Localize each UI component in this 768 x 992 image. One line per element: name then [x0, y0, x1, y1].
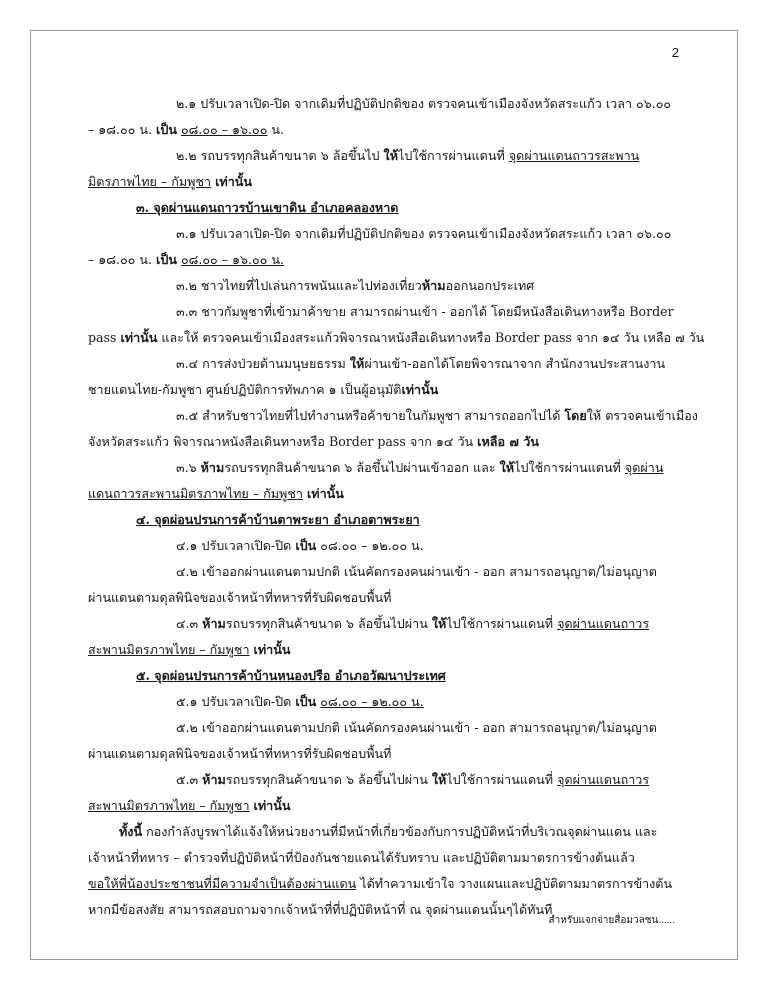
section-5-heading: ๕. จุดผ่อนปรนการค้าบ้านหนองปรือ อำเภอวัฒนาประเทศ	[136, 668, 446, 683]
underlined-text: ๐๘.๐๐ – ๑๒.๐๐ น.	[320, 694, 424, 709]
text: ๓.๖	[176, 460, 201, 475]
underlined-text: ๐๘.๐๐ – ๑๖.๐๐ น.	[180, 252, 285, 267]
footer-note: สำหรับแจกจ่ายสื่อมวลชน......	[548, 915, 675, 926]
text: ชายแดนไทย-กัมพูชา ศูนย์ปฏิบัติการทัพภาค ๑ เป็นผู้อนุมัติ	[88, 382, 402, 397]
bold-text: ห้าม	[421, 278, 446, 293]
item-3-6-line-1	[176, 459, 664, 477]
bold-text: ห้าม	[200, 460, 225, 475]
text: รถบรรทุกสินค้าขนาด ๖ ล้อขึ้นไปผ่านเข้าออก และ	[224, 460, 500, 475]
item-5-3-line-2	[88, 797, 290, 815]
closing-line-2	[88, 849, 635, 867]
item-4-3-line-1	[176, 615, 649, 633]
document-page	[30, 30, 738, 960]
text: ๒.๑ ปรับเวลาเปิด-ปิด จากเดิมที่ปฏิบัติปกติของ ตรวจคนเข้าเมืองจังหวัดสระแก้ว เวลา ๐๖.๐๐	[176, 96, 672, 111]
bold-text: ให้	[383, 148, 398, 163]
text: ผ่านเข้า-ออกได้โดยพิจารณาจาก สำนักงานประสานงาน	[364, 356, 666, 371]
text: และให้ ตรวจคนเข้าเมืองสระแก้วพิจารณาหนังสือเดินทางหรือ Border pass จาก ๑๔ วัน เหลือ ๗ วัน	[157, 330, 705, 345]
item-3-1-line-2	[88, 251, 284, 269]
underlined-text: สะพานมิตรภาพไทย – กัมพูชา	[88, 798, 250, 813]
text: ผ่านแดนตามดุลพินิจของเจ้าหน้าที่ทหารที่รับผิดชอบพื้นที่	[88, 590, 392, 605]
text: ออกนอกประเทศ	[445, 278, 535, 293]
item-3-5-line-1	[176, 407, 698, 425]
text: กองกำลังบูรพาได้แจ้งให้หน่วยงานที่มีหน้าที่เกี่ยวข้องกับการปฏิบัติหน้าที่บริเวณจุดผ่านแดน และ	[142, 824, 658, 839]
text: จังหวัดสระแก้ว พิจารณาหนังสือเดินทางหรือ Border pass จาก ๑๔ วัน	[88, 434, 478, 449]
bold-text: เท่านั้น	[215, 174, 253, 189]
underlined-text: จุดผ่านแดนถาวรสะพาน	[508, 148, 640, 163]
item-4-1	[176, 537, 424, 555]
text: น.	[267, 122, 285, 137]
bold-text: เป็น	[156, 122, 177, 137]
text: pass	[88, 330, 121, 345]
underlined-text: ขอให้พี่น้องประชาชนที่มีความจำเป็นต้องผ่านแดน	[88, 876, 357, 891]
text: ให้ ตรวจคนเข้าเมือง	[586, 408, 698, 423]
underlined-text: จุดผ่านแดนถาวร	[557, 772, 650, 787]
item-3-3-line-1	[176, 303, 674, 321]
text: หากมีข้อสงสัย สามารถสอบถามจากเจ้าหน้าที่ที่ปฏิบัติหน้าที่ ณ จุดผ่านแดนนั้นๆได้ทันที	[88, 902, 553, 917]
underlined-text: ๐๘.๐๐ – ๑๖.๐๐	[180, 122, 268, 137]
text: ได้ทำความเข้าใจ วางแผนและปฏิบัติตามมาตรการข้างต้น	[356, 876, 673, 891]
item-4-2-line-1	[176, 563, 657, 581]
text: ๒.๒ รถบรรทุกสินค้าขนาด ๖ ล้อขึ้นไป	[176, 148, 384, 163]
bold-text: เป็น	[295, 694, 317, 709]
text: ไปใช้การผ่านแดนที่	[446, 616, 558, 631]
text: ๕.๒ เข้าออกผ่านแดนตามปกติ เน้นคัดกรองคนผ่านเข้า - ออก สามารถอนุญาต/ไม่อนุญาต	[176, 720, 657, 735]
bold-text: เหลือ ๗ วัน	[477, 434, 539, 449]
bold-text: เป็น	[295, 538, 317, 553]
bold-text: เท่านั้น	[401, 382, 439, 397]
bold-text: ห้าม	[202, 772, 226, 787]
item-5-3-line-1	[176, 771, 649, 789]
text: ๐๘.๐๐ – ๑๒.๐๐ น.	[316, 538, 424, 553]
text: ๕.๓	[176, 772, 203, 787]
bold-text: ห้าม	[202, 616, 226, 631]
item-2-1-line-2	[88, 121, 284, 139]
bold-text: ให้	[431, 616, 447, 631]
text: เจ้าหน้าที่ทหาร – ตำรวจที่ปฏิบัติหน้าที่ป้องกันชายแดนได้รับทราบ และปฏิบัติตามมาตรการข้างต้นแล้ว	[88, 850, 635, 865]
closing-line-3	[88, 875, 672, 893]
text: ๓.๔ การส่งป่วยด้านมนุษยธรรม	[176, 356, 350, 371]
item-4-2-line-2	[88, 589, 391, 607]
item-3-4-line-1	[176, 355, 665, 373]
item-3-5-line-2	[88, 433, 539, 451]
text: ๔.๒ เข้าออกผ่านแดนตามปกติ เน้นคัดกรองคนผ่านเข้า - ออก สามารถอนุญาต/ไม่อนุญาต	[176, 564, 657, 579]
text: ๓.๒ ชาวไทยที่ไปเล่นการพนันและไปท่องเที่ยว	[176, 278, 422, 293]
page-number: 2	[671, 45, 679, 60]
item-3-3-line-2	[88, 329, 704, 347]
item-3-2	[176, 277, 534, 295]
bold-text: ให้	[431, 772, 447, 787]
bold-text: ให้	[349, 356, 365, 371]
bold-text: เท่านั้น	[253, 642, 291, 657]
bold-text: เป็น	[156, 252, 177, 267]
text: ๔.๑ ปรับเวลาเปิด-ปิด	[176, 538, 296, 553]
item-3-1-line-1	[176, 225, 671, 243]
section-3-heading: ๓. จุดผ่านแดนถาวรบ้านเขาดิน อำเภอคลองหาด	[136, 200, 399, 215]
text: ๓.๕ สำหรับชาวไทยที่ไปทำงานหรือค้าขายในกัมพูชา สามารถออกไปได้	[176, 408, 565, 423]
text: ไปใช้การผ่านแดนที่	[514, 460, 625, 475]
closing-line-1	[119, 823, 657, 841]
item-2-2-line-2	[88, 173, 252, 191]
text: ไปใช้การผ่านแดนที่	[398, 148, 509, 163]
item-3-6-line-2	[88, 485, 344, 503]
item-5-1	[176, 693, 424, 711]
underlined-text: จุดผ่านแดนถาวร	[557, 616, 650, 631]
item-2-1-line-1	[176, 95, 671, 113]
text: ผ่านแดนตามดุลพินิจของเจ้าหน้าที่ทหารที่รับผิดชอบพื้นที่	[88, 746, 392, 761]
text: ไปใช้การผ่านแดนที่	[446, 772, 558, 787]
text: ๓.๓ ชาวกัมพูชาที่เข้ามาค้าขาย สามารถผ่านเข้า - ออกได้ โดยมีหนังสือเดินทางหรือ Border	[176, 304, 674, 319]
text: – ๑๘.๐๐ น.	[88, 122, 157, 137]
bold-text: เท่านั้น	[253, 798, 291, 813]
text: ๕.๑ ปรับเวลาเปิด-ปิด	[176, 694, 296, 709]
bold-text: ทั้งนี้	[119, 824, 143, 839]
underlined-text: มิตรภาพไทย – กัมพูชา	[88, 174, 212, 189]
bold-text: ให้	[499, 460, 515, 475]
underlined-text: แดนถาวรสะพานมิตรภาพไทย – กัมพูชา	[88, 486, 303, 501]
closing-line-4	[88, 901, 552, 919]
text: – ๑๘.๐๐ น.	[88, 252, 157, 267]
item-5-2-line-1	[176, 719, 657, 737]
text: ๔.๓	[176, 616, 203, 631]
item-5-2-line-2	[88, 745, 391, 763]
item-2-2-line-1	[176, 147, 639, 165]
text: รถบรรทุกสินค้าขนาด ๖ ล้อขึ้นไปผ่าน	[225, 616, 432, 631]
section-4-heading: ๔. จุดผ่อนปรนการค้าบ้านตาพระยา อำเภอตาพระยา	[136, 512, 420, 527]
underlined-text: จุดผ่าน	[624, 460, 664, 475]
item-4-3-line-2	[88, 641, 290, 659]
underlined-text: สะพานมิตรภาพไทย – กัมพูชา	[88, 642, 250, 657]
bold-text: เท่านั้น	[120, 330, 158, 345]
text: รถบรรทุกสินค้าขนาด ๖ ล้อขึ้นไปผ่าน	[225, 772, 432, 787]
text: ๓.๑ ปรับเวลาเปิด-ปิด จากเดิมที่ปฏิบัติปกติของ ตรวจคนเข้าเมืองจังหวัดสระแก้ว เวลา ๐๖.๐๐	[176, 226, 672, 241]
item-3-4-line-2	[88, 381, 438, 399]
bold-text: โดย	[564, 408, 587, 423]
bold-text: เท่านั้น	[306, 486, 344, 501]
